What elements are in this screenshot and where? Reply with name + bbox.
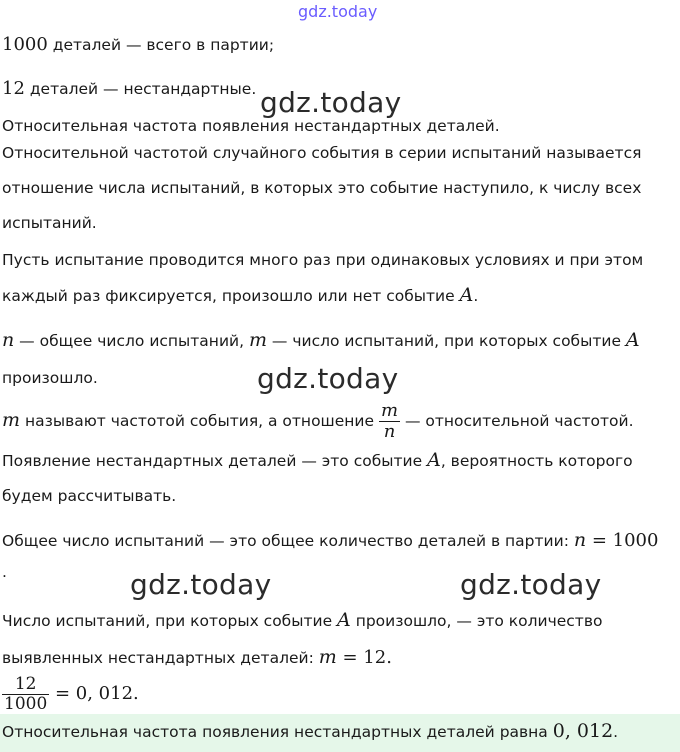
line-calculate: будем рассчитывать. [2,487,177,505]
line-answer [2,721,618,742]
text: деталей — всего в партии; [47,36,275,54]
text: Число испытаний, при которых событие [2,612,338,630]
math-var: n [573,529,587,551]
text: . [473,287,479,305]
math-value: = 0, 012. [49,683,139,704]
text: произошло, — это количество [350,612,603,630]
text: Появление нестандартных деталей — это событие [2,452,428,470]
math-value: = 12. [336,647,392,668]
line-m-equals [2,647,392,668]
text: — общее число испытаний, [14,332,249,350]
line-nonstandard-parts [2,79,256,99]
text: , вероятность которого [440,452,633,470]
math-value: 12 [2,78,25,99]
text: — относительной частотой. [400,412,634,430]
math-var: m [2,409,21,431]
watermark: gdz.today [130,568,272,601]
line-condition-1: Пусть испытание проводится много раз при одинаковых условиях и при этом [2,251,644,269]
text: — число испытаний, при которых событие [266,332,626,350]
line-condition-2 [2,285,478,306]
line-definition-3: испытаний. [2,214,97,232]
math-var: A [459,284,474,306]
fraction-numerator: m [380,400,399,421]
math-var: A [625,329,640,351]
math-var: A [337,609,351,631]
text: Общее число испытаний — это общее количество деталей в партии: [2,532,574,550]
text: Относительная частота появления нестандартных деталей равна [2,723,553,741]
text: называют частотой события, а отношение [20,412,379,430]
math-var: m [248,329,267,351]
watermark: gdz.today [260,86,402,119]
math-var: A [427,449,441,471]
watermark-top: gdz.today [298,2,378,21]
line-trials-a [2,610,602,631]
fraction-m-n [379,401,400,442]
line-frequency [2,398,634,443]
line-event [2,450,633,471]
watermark: gdz.today [257,362,399,395]
text: каждый раз фиксируется, произошло или нет событие [2,287,460,305]
line-n-m [2,330,640,351]
line-definition-2: отношение числа испытаний, в которых это событие наступило, к числу всех [2,179,642,197]
fraction-12-1000 [2,675,49,714]
text: деталей — нестандартные. [24,80,257,98]
math-value: 1000 [2,34,48,55]
line-dot: . [2,563,7,581]
line-computation [2,672,139,716]
math-var: m [318,646,337,668]
fraction-numerator: 12 [2,675,49,695]
line-total-trials [2,530,658,551]
text: выявленных нестандартных деталей: [2,649,319,667]
line-definition-1: Относительной частотой случайного события в серии испытаний называется [2,144,642,162]
line-total-parts [2,35,274,55]
math-var: n [2,329,15,351]
line-happened: произошло. [2,369,98,387]
text: . [613,723,619,741]
math-value: = 1000 [586,530,659,551]
fraction-denominator: 1000 [4,694,48,714]
math-value: 0, 012 [552,720,614,742]
fraction-denominator: n [383,421,396,442]
line-subtitle: Относительная частота появления нестандартных деталей. [2,117,500,135]
watermark: gdz.today [460,568,602,601]
